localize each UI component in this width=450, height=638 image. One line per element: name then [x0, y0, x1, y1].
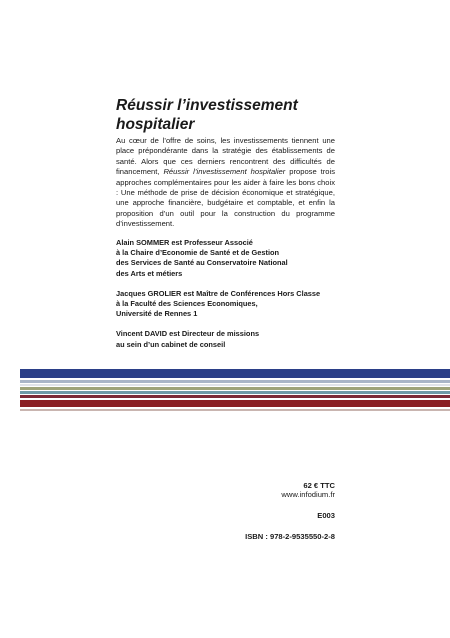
description-book-title: Réussir l’investissement hospitalier — [163, 167, 286, 177]
description-text-2: propose trois approches complémentaires pour les aider à faire les bons choix : Une méthode de prise de décision économique et stratégique, une approche financière, budgétaire et comptable, et enfin la proposition d’un outil pour la construction du programme d’investissement. — [116, 167, 335, 229]
decorative-stripe-band — [20, 369, 450, 411]
bio-line: Université de Rennes 1 — [116, 309, 198, 319]
bio-line: des Arts et métiers — [116, 268, 183, 278]
product-code: E003 — [317, 511, 335, 520]
stripe-14 — [20, 409, 450, 411]
book-title — [116, 96, 346, 134]
bio-line: Alain SOMMER est Professeur Associé — [116, 238, 253, 247]
bio-line: au sein d’un cabinet de conseil — [116, 339, 226, 349]
author-bios — [116, 238, 356, 360]
bio-line: des Services de Santé au Conservatoire National — [116, 258, 288, 268]
stripe-12 — [20, 400, 450, 407]
description-text-1: Au cœur de l’offre de soins, les investissements tiennent une place prépondérante dans la stratégie des établissements de santé. Alors que ces derniers rencontrent des difficultés de financement, — [116, 136, 335, 177]
author-bio-david — [116, 329, 356, 349]
book-title-line-1: Réussir l’investissement — [116, 97, 298, 114]
book-description — [116, 136, 335, 230]
isbn: ISBN : 978-2-9535550-2-8 — [245, 532, 335, 541]
publisher-website: www.infodium.fr — [281, 490, 335, 499]
author-bio-sommer — [116, 238, 356, 279]
author-bio-grolier — [116, 289, 356, 320]
bio-line: Vincent DAVID est Directeur de missions — [116, 329, 260, 339]
price: 62 € TTC — [303, 481, 335, 490]
bio-line: à la Faculté des Sciences Economiques, — [116, 299, 258, 309]
bio-line: Jacques GROLIER est Maître de Conférences Hors Classe — [116, 288, 321, 298]
publication-info — [200, 481, 335, 541]
book-title-line-2: hospitalier — [116, 116, 195, 133]
bio-line: à la Chaire d’Economie de Santé et de Gestion — [116, 248, 280, 258]
stripe-0 — [20, 369, 450, 378]
